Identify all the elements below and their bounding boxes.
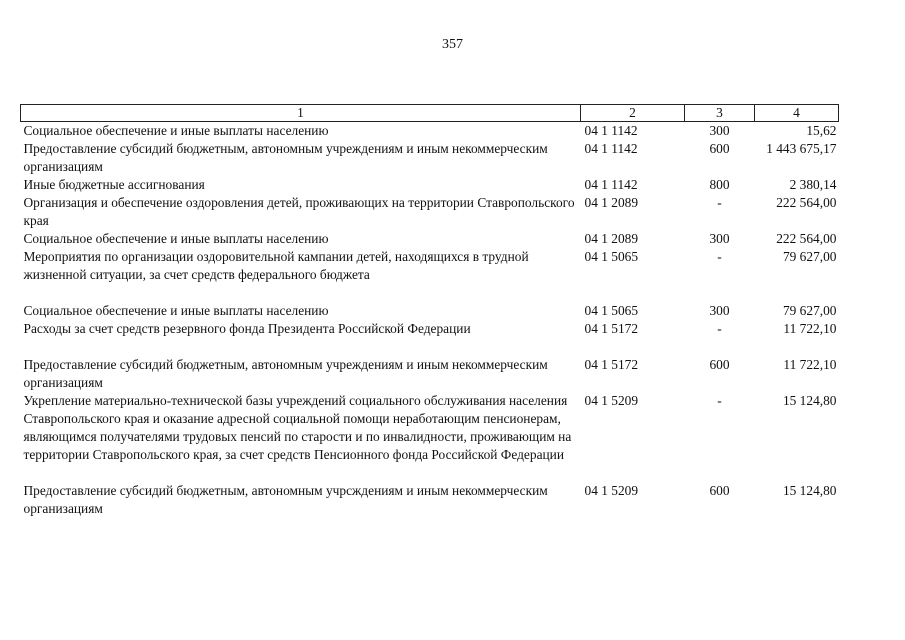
row-name: Предоставление субсидий бюджетным, автономным учрсждениям и иным некоммерческим организациям [23,483,548,516]
row-type: 300 [709,303,730,318]
row-name: Иные бюджетные ассигнования [23,177,205,192]
row-code: 04 1 1142 [584,177,638,192]
budget-table [20,104,839,518]
row-amount: 79 627,00 [782,249,837,264]
row-amount: 79 627,00 [782,303,837,318]
row-name: Социальное обеспечение и иные выплаты населению [23,231,329,246]
row-name: Предоставление субсидий бюджетным, автономным учреждениям и иным некоммерческим организациям [23,141,548,174]
column-header-3: 3 [685,105,755,122]
table-row [21,122,839,141]
row-type: 300 [709,123,730,138]
row-amount: 222 564,00 [776,195,837,210]
row-type: 600 [709,357,730,372]
table-row [21,248,839,302]
table-row [21,392,839,482]
table-row [21,320,839,356]
row-code: 04 1 2089 [584,231,639,246]
row-amount: 222 564,00 [776,231,837,246]
row-type: - [717,393,722,408]
row-amount: 15,62 [806,123,837,138]
row-type: 600 [709,141,730,156]
row-type: - [717,195,722,210]
row-name: Организация и обеспечение оздоровления детей, проживающих на территории Ставропольского края [23,195,575,228]
row-type: 800 [709,177,730,192]
row-amount: 1 443 675,17 [766,141,837,156]
row-type: 300 [709,231,730,246]
row-code: 04 1 5172 [584,321,639,336]
row-code: 04 1 1142 [584,141,638,156]
row-amount: 15 124,80 [782,483,837,498]
row-name: Социальное обеспечение и иные выплаты населению [23,303,329,318]
row-code: 04 1 5065 [584,303,639,318]
table-row [21,230,839,248]
row-code: 04 1 5172 [584,357,639,372]
row-code: 04 1 5065 [584,249,639,264]
row-amount: 2 380,14 [789,177,837,192]
table-row [21,356,839,392]
table-row [21,194,839,230]
column-header-2: 2 [581,105,685,122]
row-type: - [717,249,722,264]
table-row [21,482,839,518]
table-row [21,302,839,320]
table-header-row [21,105,839,122]
table-row [21,140,839,176]
page-number: 357 [442,37,463,52]
column-header-1: 1 [21,105,581,122]
row-type: - [717,321,722,336]
column-header-4: 4 [755,105,839,122]
row-amount: 11 722,10 [783,321,837,336]
row-code: 04 1 5209 [584,393,639,408]
row-code: 04 1 5209 [584,483,639,498]
table-row [21,176,839,194]
row-name: Укрепление материально-технической базы учреждений социального обслуживания населения Ставропольского края и оказание адресной социальной помощи неработающим пенсионерам, являющимся получателями трудовых пенсий по старости и по инвалидности, проживающим на территории Ставропольского края, за счет средств Пенсионного фонда Российской Федерации [23,393,572,462]
row-amount: 11 722,10 [783,357,837,372]
row-type: 600 [709,483,730,498]
budget-table-container [20,104,838,518]
row-amount: 15 124,80 [782,393,837,408]
row-code: 04 1 2089 [584,195,639,210]
row-code: 04 1 1142 [584,123,638,138]
row-name: Расходы за счет средств резервного фонда Президента Российской Федерации [23,321,471,336]
row-name: Мероприятия по организации оздоровительной кампании детей, находящихся в трудной жизненной ситуации, за счет средств федерального бюджета [23,249,529,282]
row-name: Предоставление субсидий бюджетным, автономным учреждениям и иным некоммерческим организациям [23,357,548,390]
row-name: Социальное обеспечение и иные выплаты населению [23,123,329,138]
